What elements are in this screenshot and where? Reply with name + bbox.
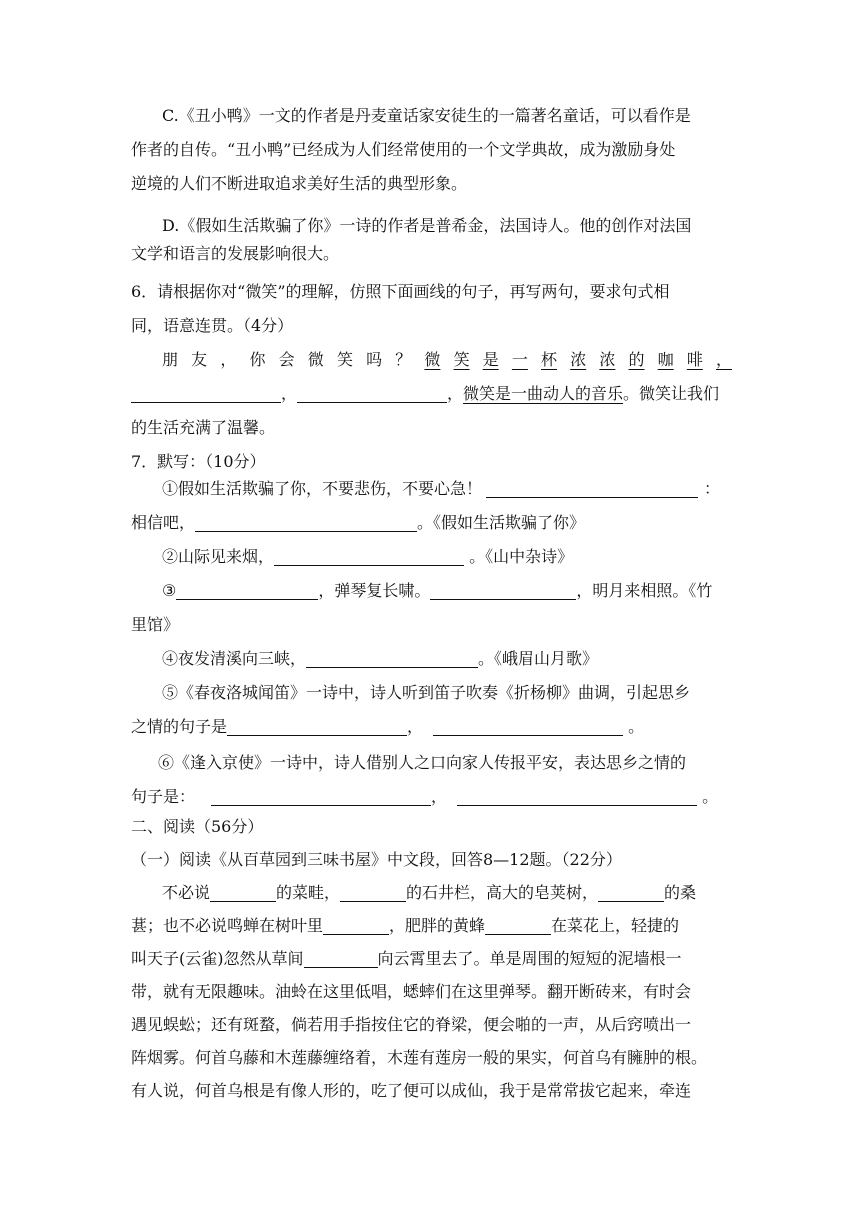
passage-line4: 带，就有无限趣味。油蛉在这里低唱，蟋蟀们在这里弹琴。翻开断砖来，有时会 <box>131 982 692 1001</box>
q7-item3-line2: 里馆》 <box>131 615 180 634</box>
q7-item6-blank-1[interactable] <box>211 789 431 806</box>
q5-option-d-line1: D.《假如生活欺骗了你》一诗的作者是普希金，法国诗人。他的创作对法国 <box>162 216 692 235</box>
passage-text: ，肥胖的黄蜂 <box>389 916 486 935</box>
passage-blank-1[interactable] <box>210 885 276 902</box>
q7-title: 7．默写：（10分） <box>131 452 266 471</box>
q7-item1-text2: 相信吧， <box>131 513 196 532</box>
q6-example-lead: 会 <box>278 350 295 369</box>
q7-item1-source: 。《假如生活欺骗了你》 <box>417 513 586 532</box>
q5-option-d-line2: 文学和语言的发展影响很大。 <box>131 244 340 263</box>
passage-blank-4[interactable] <box>323 918 389 935</box>
q6-answer-blank-1[interactable] <box>131 386 281 403</box>
q7-item1-text: ①假如生活欺骗了你，不要悲伤，不要心急！ <box>162 479 483 498</box>
q7-item6-comma: ， <box>431 787 448 806</box>
q7-item3-text2: ，明月来相照。《竹 <box>576 581 713 600</box>
passage-line3 <box>131 949 682 969</box>
passage-blank-5[interactable] <box>485 918 551 935</box>
q5-option-c-line2: 作者的自传。“丑小鸭”已经成为人们经常使用的一个文学典故，成为激励身处 <box>131 140 676 159</box>
q6-example-lead: 吗 <box>366 350 383 369</box>
q7-item5-blank-2[interactable] <box>433 719 623 736</box>
q6-model-sentence: 浓 <box>599 350 616 369</box>
passage-line2 <box>131 916 679 936</box>
passage-text: 不必说 <box>162 883 211 902</box>
q7-item3-num: ③ <box>162 581 177 600</box>
passage-line7: 有人说，何首乌根是有像人形的，吃了便可以成仙，我于是常常拔它起来，牵连 <box>131 1081 692 1100</box>
q6-model-sentence: 浓 <box>570 350 587 369</box>
q6-model-sentence: 啡 <box>686 350 703 369</box>
q6-answer-tail: 。微笑让我们 <box>623 384 720 403</box>
passage-blank-6[interactable] <box>304 951 378 968</box>
q6-model-sentence: 笑 <box>453 350 470 369</box>
q7-item5-text: 之情的句子是 <box>131 717 228 736</box>
q7-item3-blank-2[interactable] <box>430 583 576 600</box>
q6-model-sentence: ， <box>715 350 732 369</box>
q7-item1-line2 <box>131 513 585 533</box>
q6-answer-line <box>131 384 719 404</box>
q7-item4-source: 。《峨眉山月歌》 <box>478 649 599 668</box>
passage-text: 葚；也不必说鸣蝉在树叶里 <box>131 916 324 935</box>
q6-model-sentence: 是 <box>482 350 499 369</box>
q7-item6-blank-2[interactable] <box>457 789 697 806</box>
q6-model-sentence: 杯 <box>541 350 558 369</box>
passage-text: 的桑 <box>664 883 697 902</box>
passage-text: 的菜畦， <box>276 883 341 902</box>
q7-item6-text: 句子是： <box>131 787 196 806</box>
q6-comma: ， <box>447 384 464 403</box>
q5-option-c-line1: C.《丑小鸭》一文的作者是丹麦童话家安徒生的一篇著名童话，可以看作是 <box>162 106 691 125</box>
passage-line1 <box>162 883 696 903</box>
q5-option-c-line3: 逆境的人们不断进取追求美好生活的典型形象。 <box>131 174 468 193</box>
q6-model-sentence-2: 微笑是一曲动人的音乐 <box>463 384 624 403</box>
q6-example-lead: 朋 <box>162 350 179 369</box>
q7-item6-line1: ⑥《逢入京使》一诗中，诗人借别人之口向家人传报平安，表达思乡之情的 <box>158 753 687 772</box>
q7-item4-text: ④夜发清溪向三峡， <box>162 649 307 668</box>
q7-item2-blank[interactable] <box>274 549 464 566</box>
q7-item2-text: ②山际见来烟， <box>162 547 275 566</box>
part2-title: 二、阅读（56分） <box>131 817 264 836</box>
q6-example-line <box>162 350 732 370</box>
q6-answer-blank-2[interactable] <box>297 386 447 403</box>
passage-text: 在菜花上，轻捷的 <box>551 916 680 935</box>
q7-item6-line2 <box>131 787 718 807</box>
q7-item5-end: 。 <box>623 717 645 736</box>
q6-example-lead: ， <box>220 350 237 369</box>
passage-blank-2[interactable] <box>340 885 406 902</box>
q7-item5-blank-1[interactable] <box>227 719 407 736</box>
q6-model-sentence: 的 <box>628 350 645 369</box>
q7-item1-blank-2[interactable] <box>195 515 417 532</box>
q6-model-sentence: 一 <box>511 350 528 369</box>
q6-answer-line2: 的生活充满了温馨。 <box>131 418 276 437</box>
q6-example-lead: 友 <box>191 350 208 369</box>
q6-model-sentence: 微 <box>424 350 441 369</box>
q6-example-lead: 笑 <box>336 350 353 369</box>
q7-item3-text: ，弹琴复长啸。 <box>318 581 431 600</box>
part2-subsection-title: （一）阅读《从百草园到三味书屋》中文段，回答8—12题。（22分） <box>131 850 622 869</box>
q7-item5-line2 <box>131 717 644 737</box>
q6-prompt-line1: 6．请根据你对“微笑”的理解，仿照下面画线的句子，再写两句，要求句式相 <box>131 282 670 301</box>
passage-blank-3[interactable] <box>598 885 664 902</box>
passage-line6: 阵烟雾。何首乌藤和木莲藤缠络着，木莲有莲房一般的果实，何首乌有臃肿的根。 <box>131 1048 708 1067</box>
q6-model-sentence: 咖 <box>657 350 674 369</box>
q7-item2 <box>162 547 573 567</box>
passage-line5: 遇见蜈蚣；还有斑蝥，倘若用手指按住它的脊梁，便会啪的一声，从后窍喷出一 <box>131 1015 692 1034</box>
q7-item4 <box>162 649 598 669</box>
q7-item2-source: 。《山中杂诗》 <box>464 547 574 566</box>
passage-text: 向云霄里去了。单是周围的短短的泥墙根一 <box>377 949 682 968</box>
q7-item1-blank-1[interactable] <box>486 481 698 498</box>
q6-example-lead: 你 <box>249 350 266 369</box>
passage-text: 的石井栏，高大的皂荚树， <box>406 883 599 902</box>
q6-prompt-line2: 同，语意连贯。（4分） <box>131 316 294 335</box>
q7-item1-colon: ： <box>704 479 721 498</box>
q7-item6-end: 。 <box>697 787 719 806</box>
q7-item3-blank-1[interactable] <box>176 583 318 600</box>
q7-item1-line1 <box>162 479 720 499</box>
q6-example-lead: ？ <box>395 350 412 369</box>
q7-item5-comma: ， <box>407 717 424 736</box>
passage-text: 叫天子(云雀)忽然从草间 <box>131 949 304 968</box>
q6-comma: ， <box>281 384 298 403</box>
q7-item5-line1: ⑤《春夜洛城闻笛》一诗中，诗人听到笛子吹奏《折杨柳》曲调，引起思乡 <box>162 683 691 702</box>
q6-example-lead: 微 <box>307 350 324 369</box>
q7-item4-blank[interactable] <box>306 651 478 668</box>
q7-item3-line1 <box>162 581 712 601</box>
